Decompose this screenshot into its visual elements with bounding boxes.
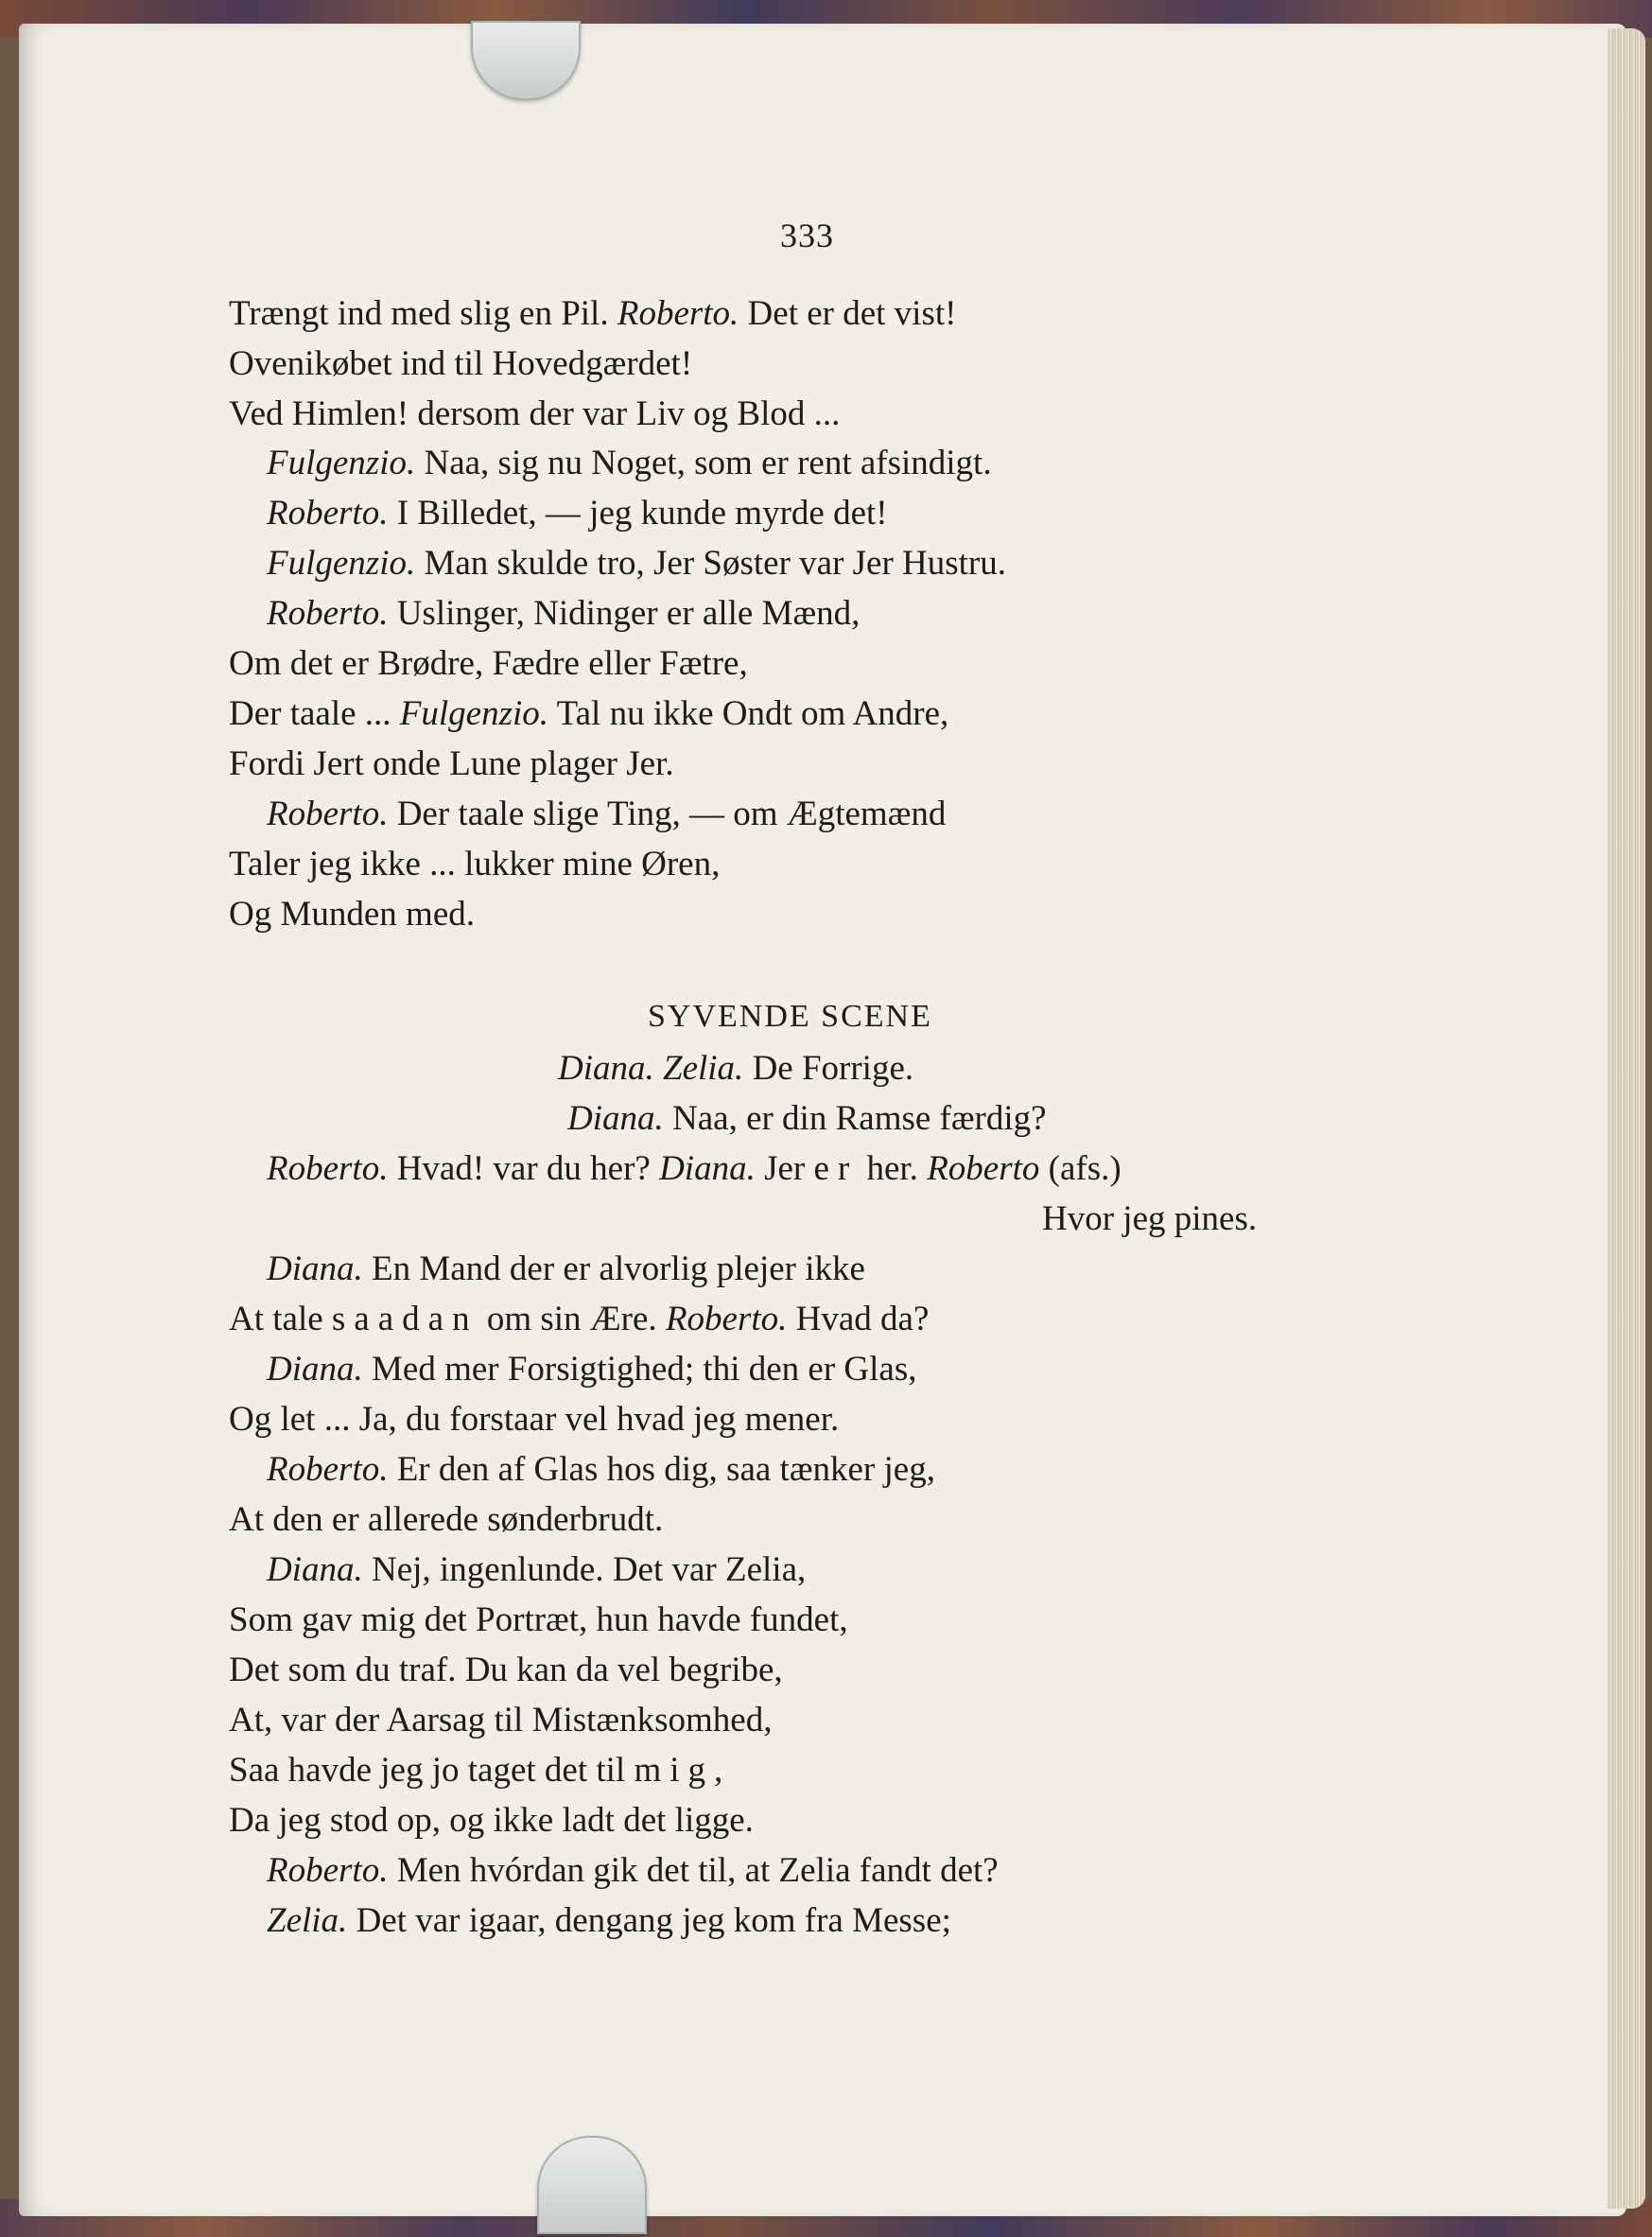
text-line: Diana. Med mer Forsigtighed; thi den er Glas, bbox=[267, 1350, 917, 1389]
text-line: Der taale ... Fulgenzio. Tal nu ikke Ondt om Andre, bbox=[229, 694, 949, 733]
text-line: Fulgenzio. Man skulde tro, Jer Søster var Jer Hustru. bbox=[267, 544, 1007, 583]
text-line: Og Munden med. bbox=[229, 895, 475, 934]
book-page bbox=[19, 24, 1626, 2216]
text-line: Som gav mig det Portræt, hun havde fundet, bbox=[229, 1600, 848, 1639]
text-line: At den er allerede sønderbrudt. bbox=[229, 1500, 664, 1539]
text-line: Roberto. Er den af Glas hos dig, saa tænker jeg, bbox=[267, 1450, 935, 1489]
text-line: At, var der Aarsag til Mistænksomhed, bbox=[229, 1701, 773, 1739]
scene-characters: Diana. Zelia. De Forrige. bbox=[558, 1049, 914, 1088]
text-line: At tale saadan om sin Ære. Roberto. Hvad da? bbox=[229, 1300, 930, 1338]
scene-heading: SYVENDE SCENE bbox=[648, 999, 932, 1034]
text-line: Det som du traf. Du kan da vel begribe, bbox=[229, 1651, 783, 1689]
page-text bbox=[19, 24, 1626, 2216]
text-line: Da jeg stod op, og ikke ladt det ligge. bbox=[229, 1801, 754, 1840]
text-line: Saa havde jeg jo taget det til mig, bbox=[229, 1751, 723, 1790]
text-line: Ved Himlen! dersom der var Liv og Blod ... bbox=[229, 394, 841, 433]
page-clip-bottom bbox=[537, 2136, 647, 2234]
text-line: Trængt ind med slig en Pil. Roberto. Det er det vist! bbox=[229, 294, 957, 333]
text-line: Roberto. Der taale slige Ting, — om Ægtemænd bbox=[267, 795, 947, 833]
text-line: Diana. Nej, ingenlunde. Det var Zelia, bbox=[267, 1550, 807, 1589]
text-line: Ovenikøbet ind til Hovedgærdet! bbox=[229, 344, 693, 383]
page-number: 333 bbox=[780, 217, 834, 254]
text-line: Hvor jeg pines. bbox=[1042, 1199, 1258, 1238]
text-line: Zelia. Det var igaar, dengang jeg kom fra Messe; bbox=[267, 1901, 951, 1940]
text-line: Om det er Brødre, Fædre eller Fætre, bbox=[229, 644, 748, 683]
text-line: Diana. En Mand der er alvorlig plejer ikke bbox=[267, 1250, 865, 1288]
text-line: Roberto. Men hvórdan gik det til, at Zelia fandt det? bbox=[267, 1851, 999, 1890]
text-line: Fordi Jert onde Lune plager Jer. bbox=[229, 744, 674, 783]
page-edge bbox=[1608, 28, 1645, 2209]
text-line: Og let ... Ja, du forstaar vel hvad jeg mener. bbox=[229, 1400, 840, 1439]
text-line: Roberto. Uslinger, Nidinger er alle Mænd, bbox=[267, 594, 861, 633]
text-line: Roberto. Hvad! var du her? Diana. Jer er her. Roberto (afs.) bbox=[267, 1149, 1122, 1188]
text-line: Diana. Naa, er din Ramse færdig? bbox=[567, 1099, 1047, 1138]
text-line: Roberto. I Billedet, — jeg kunde myrde det! bbox=[267, 494, 888, 533]
text-line: Fulgenzio. Naa, sig nu Noget, som er rent afsindigt. bbox=[267, 444, 992, 482]
text-line: Taler jeg ikke ... lukker mine Øren, bbox=[229, 845, 721, 883]
